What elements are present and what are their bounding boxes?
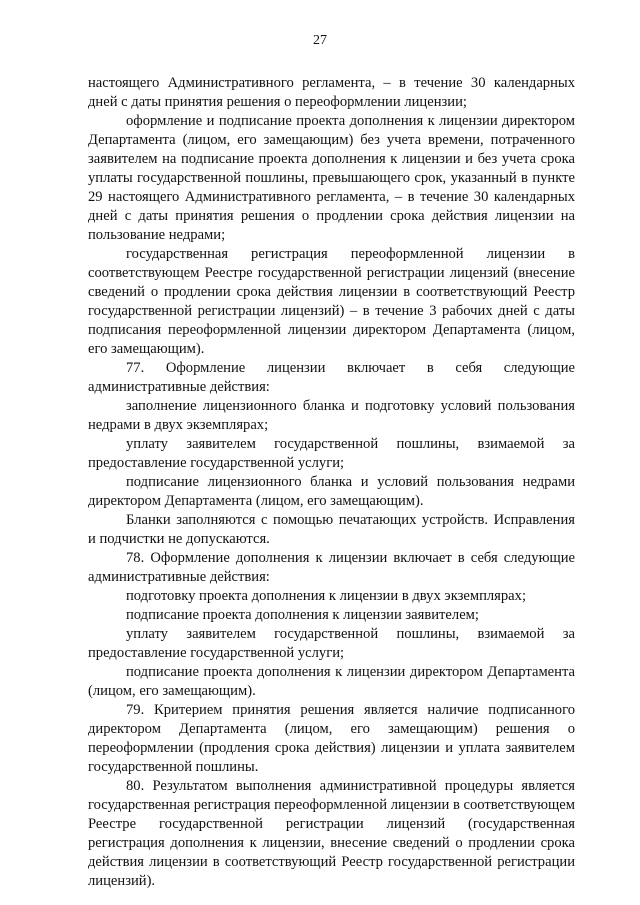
paragraph-amendment-preparation: подготовку проекта дополнения к лицензии в двух экземплярах; [126,588,526,604]
paragraph-duty-payment: уплату заявителем государственной пошлины, взимаемой за предоставление государственной услуги; [88,436,575,471]
paragraph-blank-signing: подписание лицензионного бланка и условий пользования недрами директором Департамента (лицом, его замещающим). [88,474,575,509]
paragraph-77-license-issuance: 77. Оформление лицензии включает в себя следующие административные действия: [88,360,575,395]
paragraph-continuation: настоящего Административного регламента, – в течение 30 календарных дней с даты принятия решения о переоформлении лицензии; [88,75,575,110]
page-number: 27 [313,33,327,48]
paragraph-amendment-applicant-signing: подписание проекта дополнения к лицензии заявителем; [126,607,479,623]
paragraph-state-registration: государственная регистрация переоформленной лицензии в соответствующем Реестре государственной регистрации лицензий (внесение сведений о продлении срока действия лицензии в соответствующий Реестр государственной регистрации лицензий) – в течение 3 рабочих дней с даты подписания переоформленной лицензии директором Департамента (лицом, его замещающим). [88,246,575,357]
paragraph-amendment-drafting: оформление и подписание проекта дополнения к лицензии директором Департамента (лицом, его замещающим) без учета времени, потраченного заявителем на подписание проекта дополнения к лицензии и без учета срока уплаты государственной пошлины, превышающего срок, указанный в пункте 29 настоящего Административного регламента, – в течение 30 календарных дней с даты принятия решения о продлении срока действия лицензии на пользование недрами; [88,113,575,243]
paragraph-amendment-duty-payment: уплату заявителем государственной пошлины, взимаемой за предоставление государственной услуги; [88,626,575,661]
paragraph-79-decision-criterion: 79. Критерием принятия решения является наличие подписанного директором Департамента (лицом, его замещающим) решения о переоформлении (продления срока действия) лицензии и уплата заявителем государственной пошлины. [88,702,575,775]
paragraph-78-amendment-issuance: 78. Оформление дополнения к лицензии включает в себя следующие административные действия: [88,550,575,585]
paragraph-blanks-printing: Бланки заполняются с помощью печатающих устройств. Исправления и подчистки не допускаются. [88,512,575,547]
paragraph-amendment-director-signing: подписание проекта дополнения к лицензии директором Департамента (лицом, его замещающим). [88,664,575,699]
paragraph-80-procedure-result: 80. Результатом выполнения административной процедуры является государственная регистрация переоформленной лицензии в соответствующем Реестре государственной регистрации лицензий (государственная регистрация дополнения к лицензии, внесение сведений о продлении срока действия лицензии в соответствующий Реестр государственной регистрации лицензий). [88,778,575,889]
document-body [88,74,575,891]
paragraph-blank-filling: заполнение лицензионного бланка и подготовку условий пользования недрами в двух экземплярах; [88,398,575,433]
